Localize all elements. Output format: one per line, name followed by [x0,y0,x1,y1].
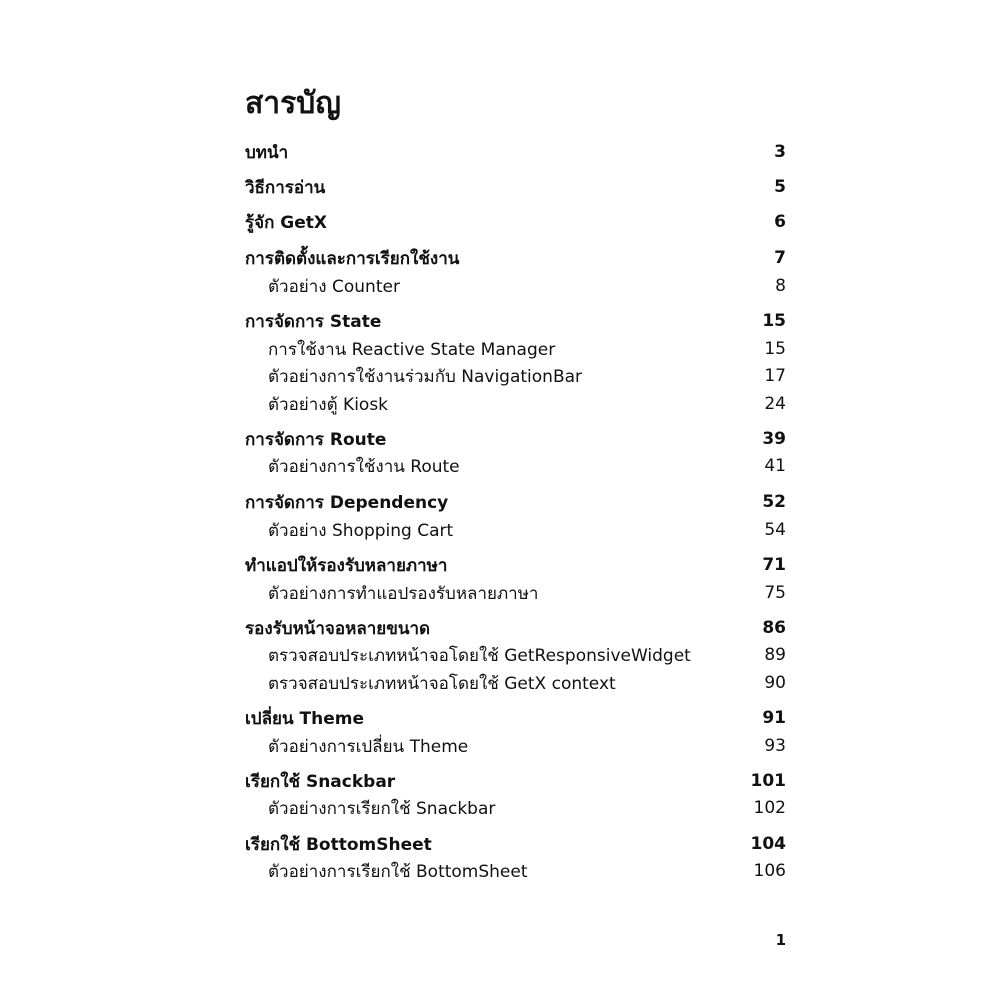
page-title: สารบัญ [245,86,341,121]
toc-entry-page: 6 [774,212,786,232]
toc-entry-page: 75 [764,583,786,603]
toc-entry-page: 41 [764,456,786,476]
toc-section-row [245,453,786,479]
toc-entry-title: การจัดการ State [245,311,382,332]
toc-chapter-row [245,615,786,641]
toc-entry-title: ตัวอย่างการเรียกใช้ BottomSheet [268,861,528,882]
toc-entry-page: 52 [762,492,786,512]
toc-entry-title: เรียกใช้ Snackbar [245,771,396,792]
toc-chapter-row [245,245,786,271]
toc-entry-title: ตัวอย่างการใช้งาน Route [268,456,460,477]
toc-entry-page: 8 [775,276,786,296]
toc-entry-page: 39 [762,429,786,449]
toc-entry-page: 71 [762,555,786,575]
toc-entry-title: ตัวอย่างการเรียกใช้ Snackbar [268,798,496,819]
table-of-contents [245,0,786,1000]
toc-section-row [245,642,786,668]
toc-chapter-row [245,489,786,515]
toc-chapter-row [245,768,786,794]
toc-section-row [245,795,786,821]
toc-entry-title: ตัวอย่าง Shopping Cart [268,520,454,541]
toc-entry-page: 90 [764,673,786,693]
page-number: 1 [775,931,786,949]
toc-section-row [245,273,786,299]
toc-chapter-row [245,831,786,857]
toc-section-row [245,733,786,759]
toc-chapter-row [245,552,786,578]
toc-entry-title: การจัดการ Route [245,429,387,450]
toc-entry-page: 106 [753,861,786,881]
toc-entry-title: ตัวอย่างการใช้งานร่วมกับ NavigationBar [268,366,583,387]
toc-entry-title: ตัวอย่าง Counter [268,276,400,297]
toc-entry-title: บทนำ [245,142,289,163]
toc-section-row [245,670,786,696]
toc-entry-title: เรียกใช้ BottomSheet [245,834,432,855]
toc-chapter-row [245,174,786,200]
toc-entry-page: 93 [764,736,786,756]
toc-entry-page: 54 [764,520,786,540]
toc-entry-title: วิธีการอ่าน [245,177,326,198]
toc-section-row [245,363,786,389]
toc-entry-page: 86 [762,618,786,638]
toc-chapter-row [245,308,786,334]
toc-entry-title: การใช้งาน Reactive State Manager [268,339,556,360]
toc-entry-title: การจัดการ Dependency [245,492,449,513]
toc-entry-page: 89 [764,645,786,665]
toc-chapter-row [245,426,786,452]
toc-entry-title: ตัวอย่างการเปลี่ยน Theme [268,736,469,757]
toc-entry-title: รองรับหน้าจอหลายขนาด [245,618,431,639]
toc-entry-page: 102 [753,798,786,818]
toc-entry-page: 101 [750,771,786,791]
toc-section-row [245,336,786,362]
toc-section-row [245,858,786,884]
toc-chapter-row [245,209,786,235]
toc-entry-page: 104 [750,834,786,854]
toc-entry-title: การติดตั้งและการเรียกใช้งาน [245,248,460,269]
toc-chapter-row [245,705,786,731]
toc-entry-page: 7 [774,248,786,268]
toc-entry-title: รู้จัก GetX [245,212,328,233]
toc-section-row [245,391,786,417]
toc-entry-title: ตัวอย่างการทำแอปรองรับหลายภาษา [268,583,539,604]
toc-entry-title: เปลี่ยน Theme [245,708,364,729]
toc-entry-title: ตรวจสอบประเภทหน้าจอโดยใช้ GetResponsiveWidget [268,645,691,666]
toc-entry-title: ตรวจสอบประเภทหน้าจอโดยใช้ GetX context [268,673,616,694]
toc-entry-title: ทำแอปให้รองรับหลายภาษา [245,555,448,576]
toc-entry-page: 5 [774,177,786,197]
toc-entry-page: 24 [764,394,786,414]
toc-entry-page: 15 [764,339,786,359]
toc-entry-page: 3 [774,142,786,162]
toc-entry-title: ตัวอย่างตู้ Kiosk [268,394,389,415]
toc-section-row [245,580,786,606]
toc-section-row [245,517,786,543]
toc-entry-page: 17 [764,366,786,386]
toc-entry-page: 91 [762,708,786,728]
toc-chapter-row [245,139,786,165]
toc-entry-page: 15 [762,311,786,331]
